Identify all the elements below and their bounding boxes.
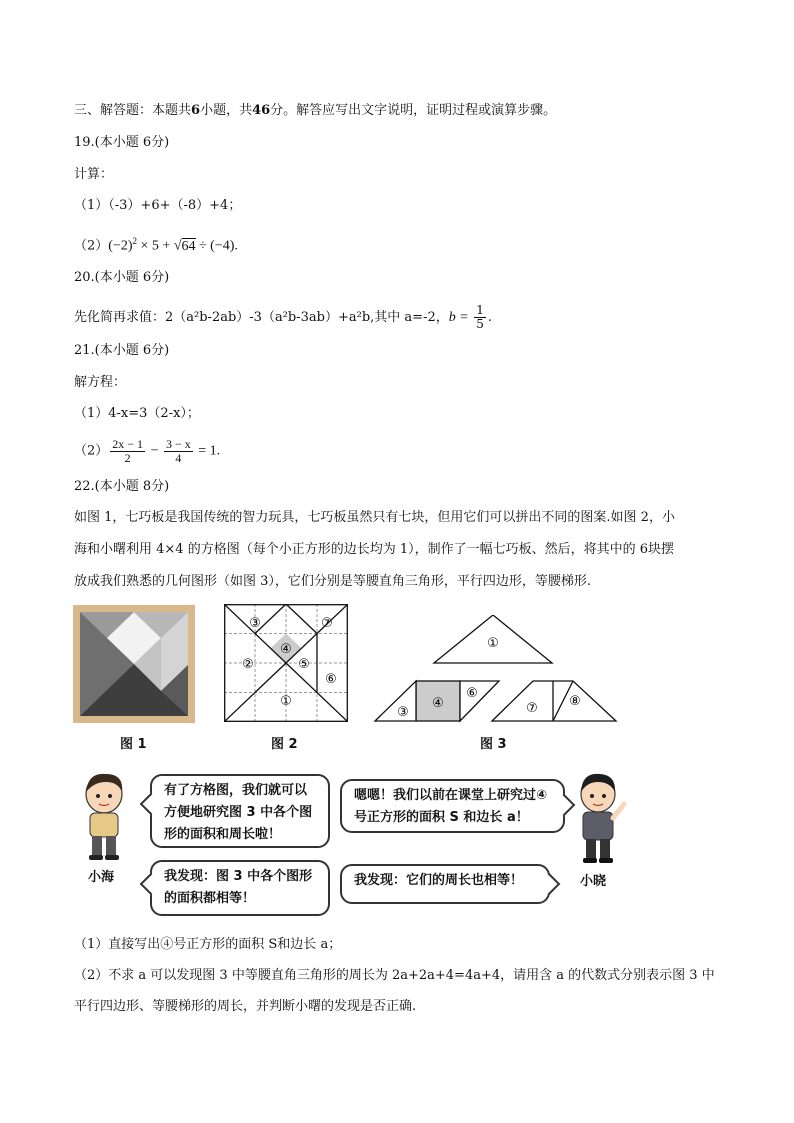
q19-root: 64 [181, 238, 196, 254]
fig3-label-6: ⑥ [466, 686, 478, 701]
fig3-label-3: ③ [397, 705, 409, 720]
bubble-tail [538, 873, 561, 896]
speech-bubble-right-top [340, 779, 565, 833]
name-left: 小海 [88, 870, 115, 885]
bubble-right-bottom-text: 我发现：它们的周长也相等！ [354, 873, 524, 888]
q19-expr-c: ÷ (−4). [195, 238, 238, 254]
q21-f2-den: 4 [175, 451, 182, 465]
shirt-icon [90, 813, 118, 837]
sqrt-icon: √ [173, 238, 182, 254]
q20-end: . [487, 310, 492, 325]
label-6: ⑥ [325, 672, 337, 687]
q22-sub2-line2: 平行四边形、等腰梯形的周长，并判断小曙的发现是否正确. [74, 999, 417, 1014]
q19-expr-b: × 5 + [137, 238, 174, 254]
q21-part2 [74, 438, 220, 465]
bubble-right-top-text: 嗯嗯！我们以前在课堂上研究过④号正方形的面积 S 和边长 a！ [354, 788, 548, 825]
label-4: ④ [280, 642, 292, 657]
section-mid: 小题，共 [200, 103, 253, 118]
q22-line3: 放成我们熟悉的几何图形（如图 3），它们分别是等腰直角三角形，平行四边形，等腰梯形. [74, 574, 592, 589]
figure-3-shapes [372, 615, 620, 725]
q21-f2-num: 3 − x [165, 437, 191, 451]
q22-line2: 海和小曙利用 4×4 的方格图（每个小正方形的边长均为 1），制作了一幅七巧板、然后，将其中的 6块摆 [74, 542, 675, 557]
label-1: ① [280, 694, 292, 709]
label-7: ⑦ [321, 616, 333, 631]
fig3-triangle-3 [375, 681, 416, 721]
q19-part2-label: （2） [74, 238, 109, 254]
q19-part2 [74, 232, 238, 256]
q19-header: 19.(本小题 6分) [74, 135, 170, 150]
q20-b-num: 1 [476, 303, 484, 317]
q21-part1: （1）4-x=3（2-x）； [74, 406, 200, 421]
boy-right-illustration [570, 770, 632, 866]
q19-expr-a: (−2) [108, 238, 133, 254]
q19-exponent: 2 [132, 236, 138, 246]
q20-b-fraction [474, 304, 486, 331]
q20-header: 20.(本小题 6分) [74, 270, 170, 285]
raised-hand-icon [613, 804, 624, 818]
figure-1-tangram-photo [73, 605, 195, 723]
label-3: ③ [249, 616, 261, 631]
section-tail: 分。解答应写出文字说明，证明过程或演算步骤。 [270, 103, 557, 118]
section-count: 6 [191, 103, 201, 118]
bubble-left-top-text: 有了方格图，我们就可以方便地研究图 3 中各个图形的面积和周长啦！ [164, 783, 313, 842]
q20-text: 先化简再求值：2（a²b-2ab）-3（a²b-3ab）+a²b,其中 a=-2， [74, 310, 449, 325]
bubble-tail [140, 793, 163, 816]
bubble-tail [140, 873, 163, 896]
figure-2-caption: 图 2 [271, 737, 298, 752]
q21-intro: 解方程： [74, 375, 127, 390]
q20-b-den: 5 [476, 317, 484, 331]
q21-part2-label: （2） [74, 443, 109, 459]
speech-bubble-right-bottom [340, 864, 550, 904]
section-score: 46 [252, 103, 271, 118]
q19-part1: （1）（-3）+6+（-8）+4； [74, 198, 242, 213]
figure-2-grid-tangram [224, 604, 348, 722]
isosceles-trapezoid [492, 681, 616, 721]
q22-sub1: （1）直接写出④号正方形的面积 S和边长 a； [74, 937, 342, 952]
q22-line1: 如图 1，七巧板是我国传统的智力玩具，七巧板虽然只有七块，但用它们可以拼出不同的图案.如图 2，小 [74, 510, 675, 525]
leg-left-icon [92, 836, 102, 856]
label-2: ② [242, 657, 254, 672]
figure-1-caption: 图 1 [120, 737, 147, 752]
q19-intro: 计算： [74, 167, 114, 182]
speech-bubble-left-top [150, 774, 330, 848]
bubble-left-bottom-text: 我发现：图 3 中各个图形的面积都相等！ [164, 869, 313, 906]
jacket-icon [583, 812, 613, 840]
q21-rhs: = 1. [198, 443, 221, 459]
section-heading [74, 102, 556, 120]
q21-fraction-1 [110, 438, 145, 465]
q21-header: 21.(本小题 6分) [74, 343, 170, 358]
q22-header: 22.(本小题 8分) [74, 479, 170, 494]
q22-sub2-line1: （2）不求 a 可以发现图 3 中等腰直角三角形的周长为 2a+2a+4=4a+4，请用含 a 的代数式分别表示图 3 中 [74, 968, 715, 983]
section-title: 三、解答题：本题共 [74, 103, 192, 118]
q20-b-label: b = [448, 310, 473, 325]
fig3-label-4: ④ [432, 696, 444, 711]
fig3-label-7: ⑦ [526, 701, 538, 716]
speech-bubble-left-bottom [150, 860, 330, 916]
label-5: ⑤ [298, 657, 310, 672]
leg-right-icon [106, 836, 116, 856]
name-right: 小晓 [580, 874, 607, 889]
figure-3-caption: 图 3 [480, 737, 507, 752]
fig3-label-1: ① [487, 636, 499, 651]
q21-fraction-2 [164, 438, 193, 465]
q21-f1-num: 2x − 1 [112, 437, 144, 451]
fig3-label-8: ⑧ [569, 694, 581, 709]
q21-minus: − [150, 443, 159, 459]
q21-f1-den: 2 [124, 451, 131, 465]
q20-body [74, 304, 492, 331]
boy-left-illustration [74, 770, 134, 862]
